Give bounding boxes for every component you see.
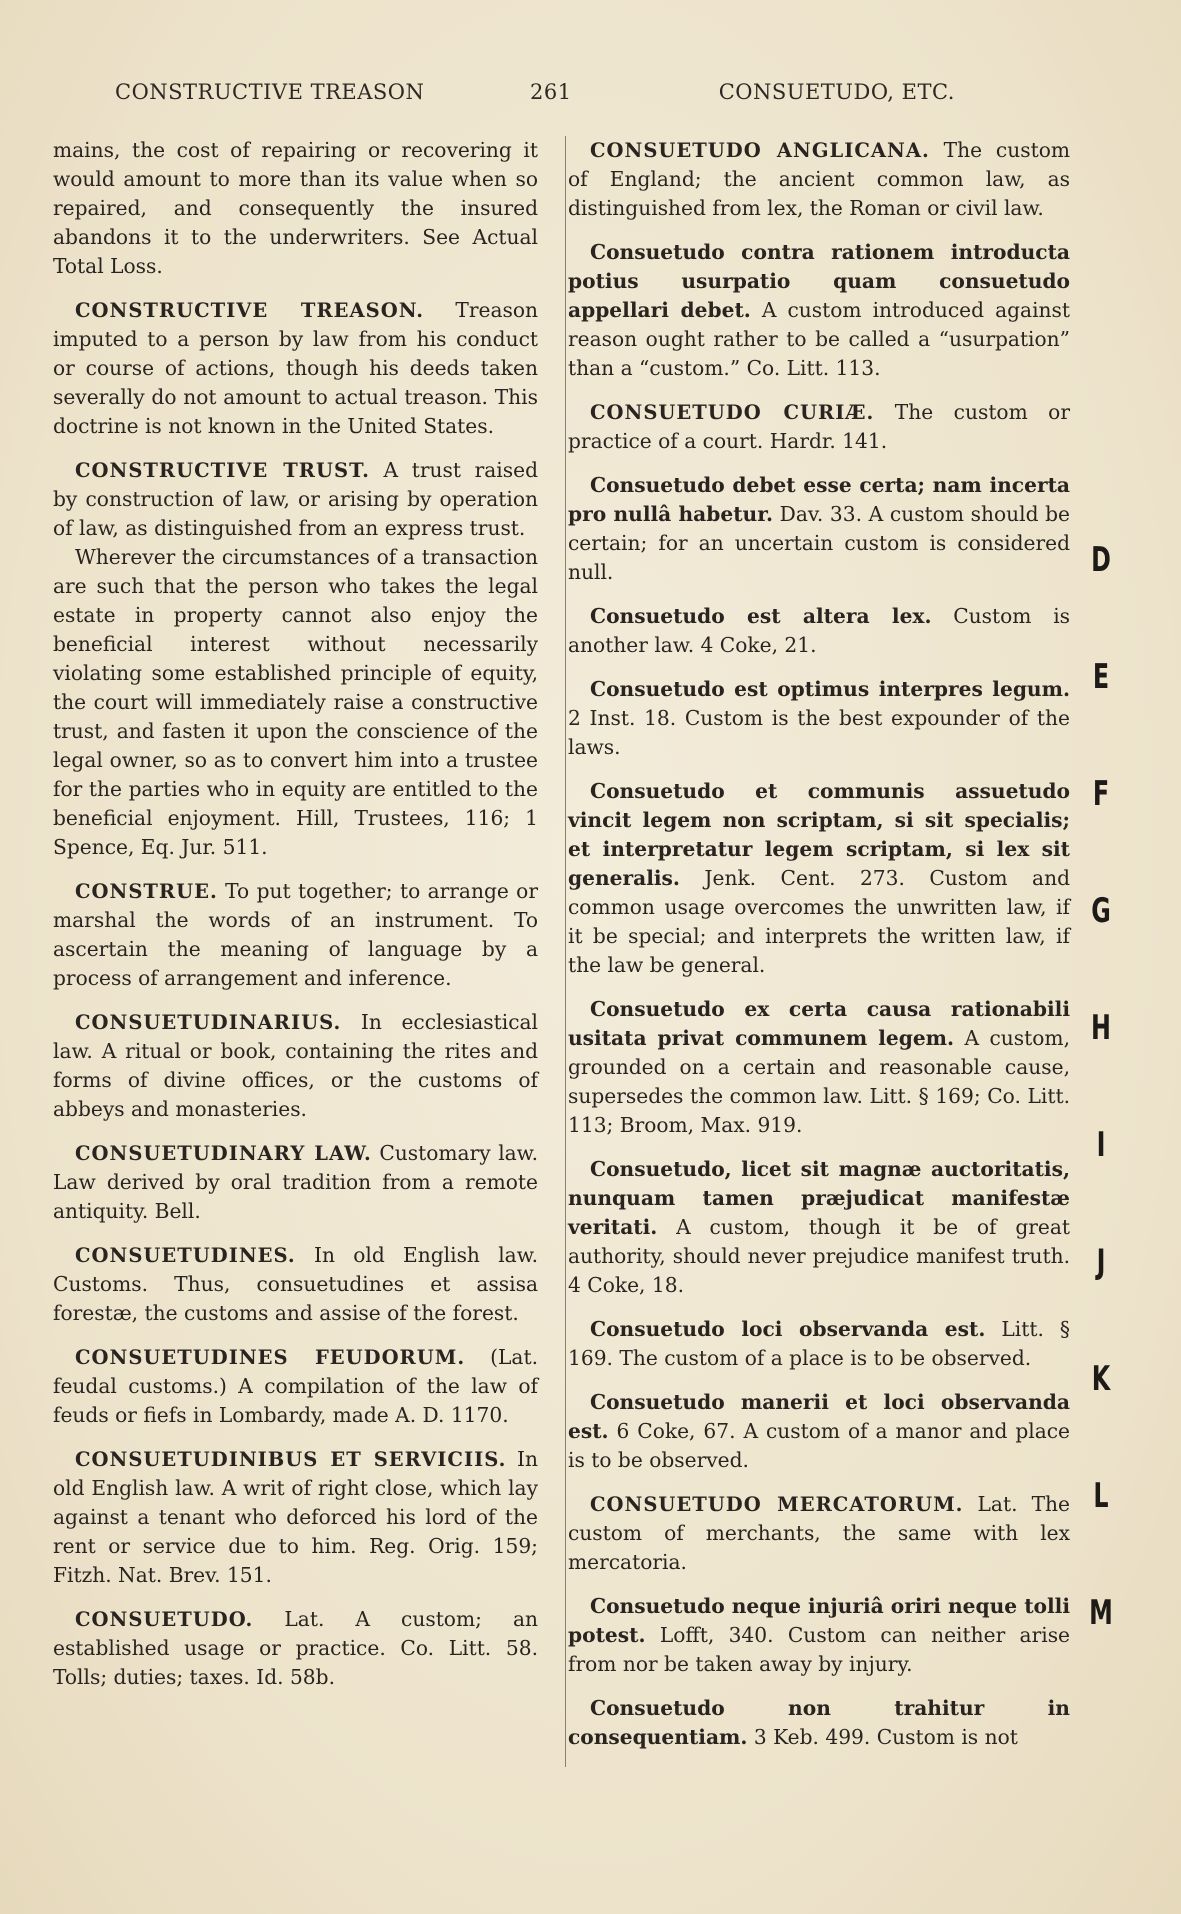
entry-text: Custom is another law. 4 Coke, 21. [568, 604, 1071, 657]
entry-paragraph [568, 1315, 1070, 1373]
entry-text: In old English law. A writ of right close, which lay against a tenant who deforced his lord of the rent or service due to him. Reg. Orig. 159; Fitzh. Nat. Brev. 151. [53, 1447, 538, 1587]
entry-headword: CONSUETUDINES FEUDORUM. [75, 1346, 466, 1369]
dictionary-entry [53, 1343, 538, 1430]
entry-text: Litt. § 169. The custom of a place is to be observed. [568, 1317, 1071, 1370]
dictionary-entry [568, 602, 1070, 660]
entry-text: Wherever the circumstances of a transaction are such that the person who takes the legal estate in property cannot also enjoy the beneficial interest without necessarily violating some established principle of equity, the court will immediately raise a constructive trust, and fasten it upon the conscience of the legal owner, so as to convert him into a trustee for the parties who in equity are entitled to the beneficial enjoyment. Hill, Trustees, 116; 1 Spence, Eq. Jur. 511. [53, 545, 538, 859]
entry-paragraph [53, 296, 538, 441]
entry-text: In old English law. Customs. Thus, consuetudines et assisa forestæ, the customs and assise of the forest. [53, 1243, 538, 1325]
entry-paragraph [568, 1694, 1070, 1752]
entry-headword: CONSUETUDO MERCATORUM. [590, 1493, 964, 1516]
left-column [53, 136, 538, 1707]
dictionary-entry [568, 136, 1070, 223]
dictionary-entry [53, 1241, 538, 1328]
entry-maxim: Consuetudo debet esse certa; nam incerta pro nullâ habetur. [568, 473, 1070, 526]
entry-text: A trust raised by construction of law, or arising by operation of law, as distinguished from an express trust. [53, 458, 538, 540]
thumb-index-letter: G [1091, 891, 1111, 931]
entry-text: In ecclesiastical law. A ritual or book, containing the rites and forms of divine offices, or the customs of abbeys and monasteries. [53, 1010, 538, 1121]
entry-maxim: Consuetudo loci observanda est. [590, 1317, 986, 1341]
entry-text: Lat. A custom; an established usage or practice. Co. Litt. 58. Tolls; duties; taxes. Id. 58b. [53, 1607, 538, 1689]
dictionary-entry [568, 1694, 1070, 1752]
entry-maxim: Consuetudo ex certa causa rationabili usitata privat communem legem. [568, 997, 1070, 1050]
entry-headword: CONSUETUDO. [75, 1608, 254, 1631]
entry-text: Dav. 33. A custom should be certain; for an uncertain custom is considered null. [568, 502, 1070, 584]
dictionary-entry [53, 456, 538, 862]
entry-text: A custom, though it be of great authority, should never prejudice manifest truth. 4 Coke, 18. [568, 1215, 1070, 1297]
entry-paragraph [53, 456, 538, 543]
entry-paragraph [568, 1490, 1070, 1577]
thumb-index-letter: K [1091, 1359, 1111, 1399]
entry-paragraph [53, 1343, 538, 1430]
entry-headword: CONSUETUDINES. [75, 1244, 296, 1267]
dictionary-entry [568, 1155, 1070, 1300]
dictionary-entry [568, 398, 1070, 456]
thumb-index-letter: I [1096, 1125, 1106, 1165]
entry-maxim: Consuetudo est optimus interpres legum. [590, 677, 1070, 701]
dictionary-entry [53, 136, 538, 281]
entry-paragraph [568, 238, 1070, 383]
entry-paragraph [53, 1241, 538, 1328]
entry-paragraph [568, 471, 1070, 587]
entry-text: Lat. The custom of merchants, the same with lex mercatoria. [568, 1492, 1070, 1574]
thumb-index-letter: M [1089, 1593, 1113, 1633]
header-right-guide-word: CONSUETUDO, ETC. [718, 80, 955, 104]
dictionary-entry [53, 1605, 538, 1692]
thumb-index-letter: F [1092, 774, 1110, 814]
dictionary-entry [568, 1388, 1070, 1475]
entry-paragraph [53, 877, 538, 993]
entry-headword: CONSUETUDINARY LAW. [75, 1142, 372, 1165]
entry-paragraph [53, 1139, 538, 1226]
dictionary-entry [568, 1592, 1070, 1679]
entry-paragraph [568, 675, 1070, 762]
entry-headword: CONSUETUDO ANGLICANA. [590, 139, 930, 162]
entry-text: Lofft, 340. Custom can neither arise from nor be taken away by injury. [568, 1623, 1070, 1676]
dictionary-entry [568, 1490, 1070, 1577]
entry-text: Jenk. Cent. 273. Custom and common usage overcomes the unwritten law, if it be special; and interprets the written law, if the law be general. [568, 866, 1070, 977]
entry-paragraph [568, 777, 1070, 980]
dictionary-entry [568, 1315, 1070, 1373]
entry-maxim: Consuetudo neque injuriâ oriri neque tolli potest. [568, 1594, 1070, 1647]
dictionary-entry [53, 1008, 538, 1124]
entry-headword: CONSTRUE. [75, 880, 218, 903]
dictionary-entry [53, 296, 538, 441]
dictionary-entry [568, 777, 1070, 980]
entry-text: The custom or practice of a court. Hardr. 141. [568, 400, 1070, 453]
dictionary-entry [568, 675, 1070, 762]
entry-text: To put together; to arrange or marshal the words of an instrument. To ascertain the meaning of language by a process of arrangement and inference. [53, 879, 538, 990]
entry-text: 2 Inst. 18. Custom is the best expounder of the laws. [568, 706, 1070, 759]
dictionary-entry [568, 995, 1070, 1140]
entry-headword: CONSUETUDINARIUS. [75, 1011, 342, 1034]
thumb-index-letter: D [1091, 540, 1111, 580]
entry-paragraph [568, 1155, 1070, 1300]
dictionary-entry [53, 1445, 538, 1590]
entry-maxim: Consuetudo est altera lex. [590, 604, 932, 628]
entry-paragraph [568, 1388, 1070, 1475]
dictionary-entry [568, 471, 1070, 587]
running-header [115, 80, 955, 112]
entry-maxim: Consuetudo et communis assuetudo vincit legem non scriptam, si sit specialis; et interpretatur legem scriptam, si lex sit generalis. [568, 779, 1070, 890]
dictionary-entry [53, 877, 538, 993]
entry-paragraph [568, 602, 1070, 660]
entry-text: mains, the cost of repairing or recovering it would amount to more than its value when so repaired, and consequently the insured abandons it to the underwriters. See Actual Total Loss. [53, 138, 538, 278]
right-column [565, 136, 1070, 1767]
entry-maxim: Consuetudo contra rationem introducta potius usurpatio quam consuetudo appellari debet. [568, 240, 1070, 322]
entry-text: 3 Keb. 499. Custom is not [753, 1725, 1018, 1749]
entry-paragraph [53, 1605, 538, 1692]
entry-maxim: Consuetudo manerii et loci observanda est. [568, 1390, 1070, 1443]
entry-paragraph [53, 1008, 538, 1124]
entry-text: The custom of England; the ancient common law, as distinguished from lex, the Roman or civil law. [568, 138, 1070, 220]
entry-headword: CONSTRUCTIVE TREASON. [75, 299, 425, 322]
entry-paragraph [568, 995, 1070, 1140]
entry-headword: CONSUETUDINIBUS ET SERVICIIS. [75, 1448, 507, 1471]
thumb-index-letter: L [1093, 1476, 1109, 1516]
dictionary-entry [568, 238, 1070, 383]
entry-text: 6 Coke, 67. A custom of a manor and place is to be observed. [568, 1419, 1070, 1472]
thumb-index-letter: J [1096, 1242, 1106, 1282]
entry-text: Customary law. Law derived by oral tradition from a remote antiquity. Bell. [53, 1141, 538, 1223]
entry-headword: CONSUETUDO CURIÆ. [590, 401, 875, 424]
thumb-index-letter: H [1091, 1008, 1111, 1048]
entry-paragraph [53, 136, 538, 281]
entry-text: A custom, grounded on a certain and reasonable cause, supersedes the common law. Litt. § 169; Co. Litt. 113; Broom, Max. 919. [568, 1026, 1070, 1137]
entry-headword: CONSTRUCTIVE TRUST. [75, 459, 370, 482]
dictionary-entry [53, 1139, 538, 1226]
entry-text: A custom introduced against reason ought rather to be called a “usurpation” than a “custom.” Co. Litt. 113. [568, 298, 1070, 380]
thumb-index-letter: E [1092, 657, 1110, 697]
entry-paragraph [568, 136, 1070, 223]
entry-paragraph [568, 1592, 1070, 1679]
page-number: 261 [530, 80, 572, 104]
entry-text: (Lat. feudal customs.) A compilation of the law of feuds or fiefs in Lombardy, made A. D. 1170. [53, 1345, 538, 1427]
entry-maxim: Consuetudo non trahitur in consequentiam. [568, 1696, 1070, 1749]
header-left-guide-word: CONSTRUCTIVE TREASON [115, 80, 425, 104]
entry-maxim: Consuetudo, licet sit magnæ auctoritatis, nunquam tamen præjudicat manifestæ veritati. [568, 1157, 1070, 1239]
entry-text: Treason imputed to a person by law from his conduct or course of actions, though his deeds taken severally do not amount to actual treason. This doctrine is not known in the United States. [53, 298, 539, 438]
entry-paragraph [53, 1445, 538, 1590]
entry-paragraph [53, 543, 538, 862]
entry-paragraph [568, 398, 1070, 456]
